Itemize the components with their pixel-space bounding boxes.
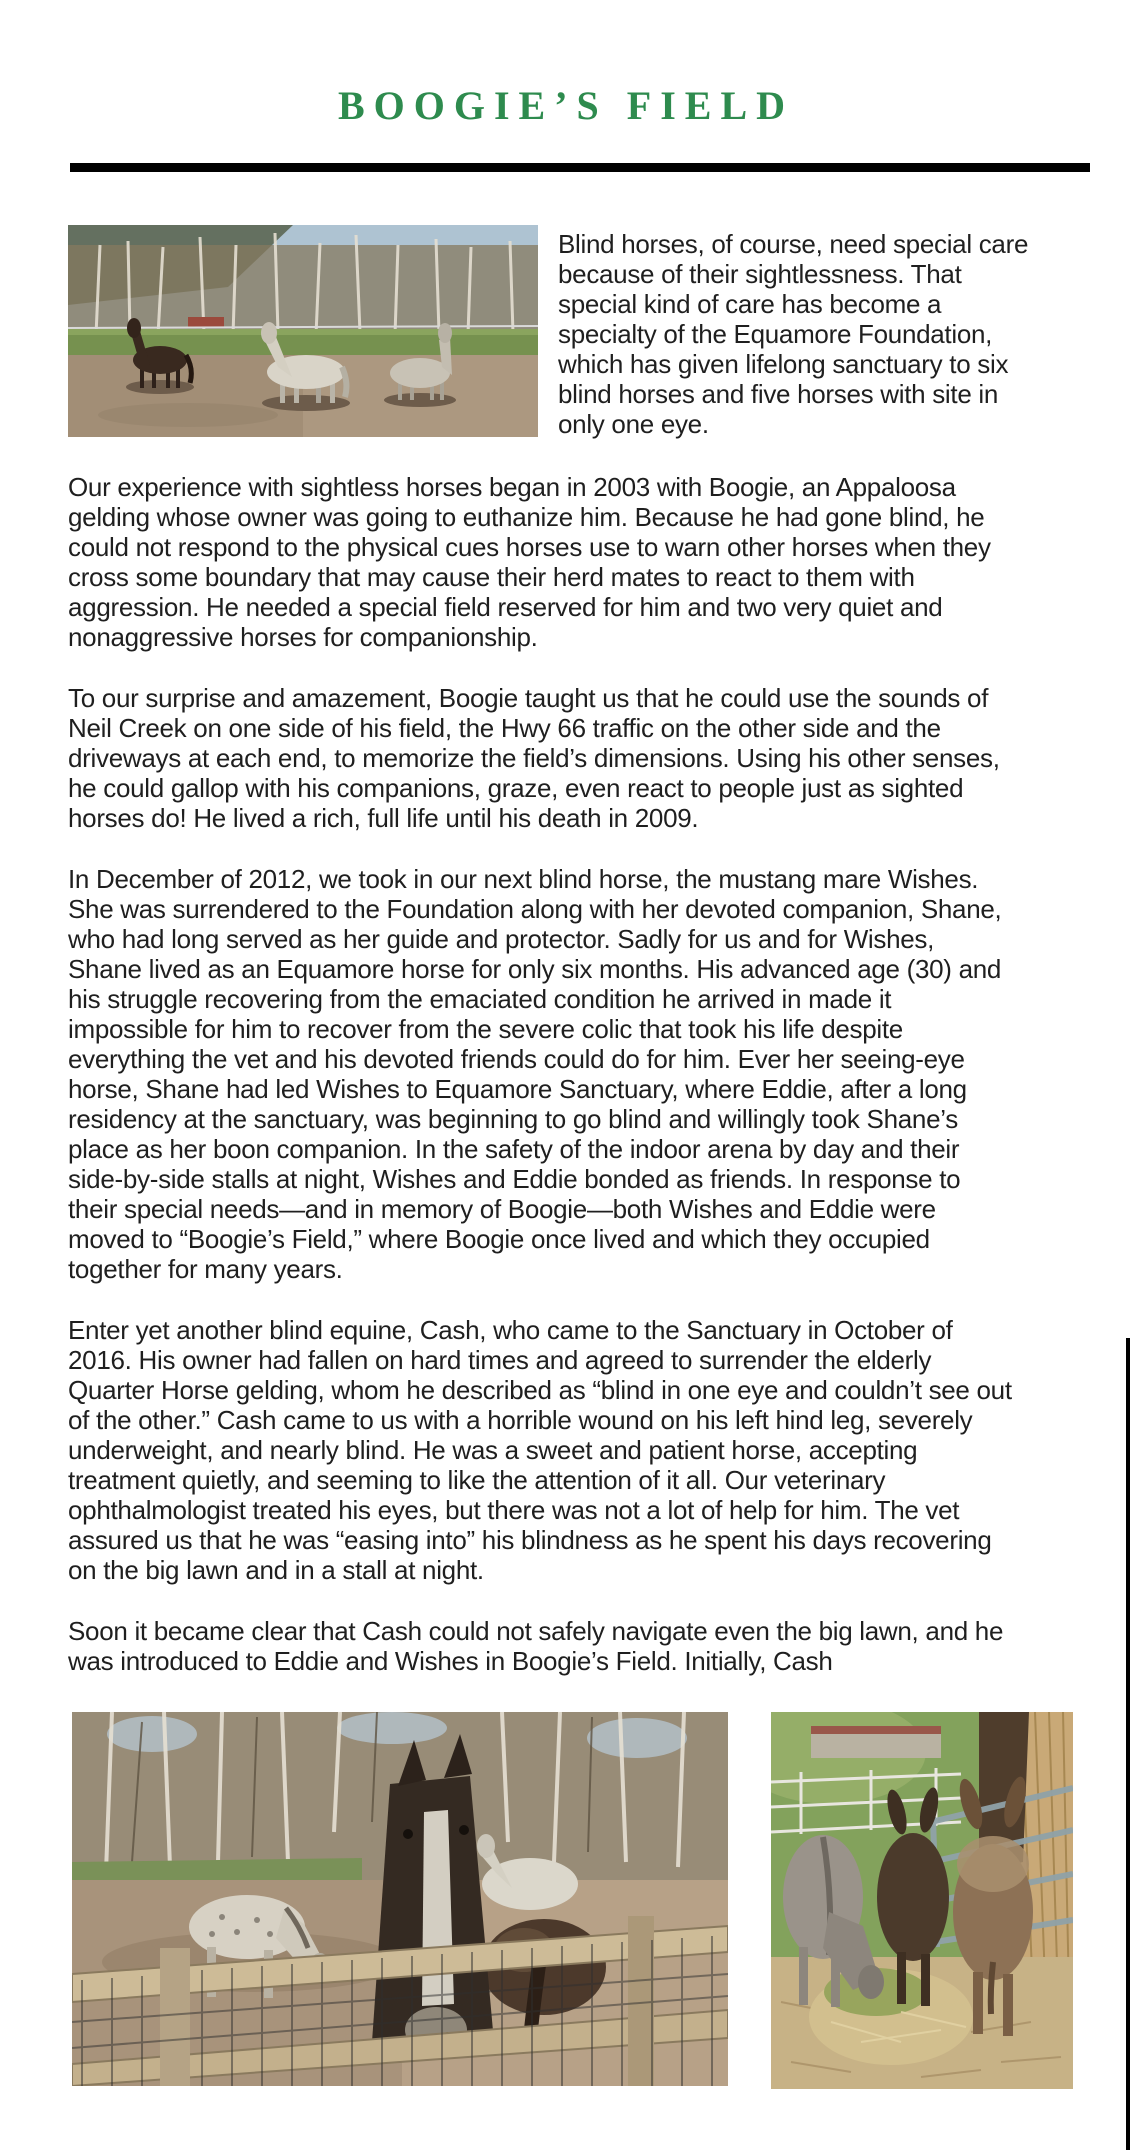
bottom-right-photo — [771, 1712, 1073, 2089]
body-paragraph-2: To our surprise and amazement, Boogie taught us that he could use the sounds of Neil Creek on one side of his field, the Hwy 66 traffic on the other side and the driveways at each end, to memorize the field’s dimensions. Using his other senses, he could gallop with his companions, graze, even react to people just as sighted horses do! He lived a rich, full life until his death in 2009. — [68, 683, 1000, 833]
red-roof — [188, 317, 224, 328]
body-paragraph-1: Our experience with sightless horses began in 2003 with Boogie, an Appaloosa gelding whose owner was going to euthanize him. Because he had gone blind, he could not respond to the physical cues horses use to warn other horses when they cross some boundary that may cause their herd mates to react to them with aggression. He needed a special field reserved for him and two very quiet and nonaggressive horses for companionship. — [68, 472, 991, 652]
page-title: BOOGIE’S FIELD — [337, 83, 795, 128]
title-rule — [70, 163, 1090, 172]
building-wall — [811, 1734, 941, 1758]
intro-text: Blind horses, of course, need special care because of their sightlessness. That special kind of care has become a specialty of the Equamore Foundation, which has given lifelong sanctuary to six blind horses and five horses with site in only one eye. — [558, 229, 1029, 439]
intro-section — [68, 225, 1068, 439]
body-paragraph-5: Soon it became clear that Cash could not safely navigate even the big lawn, and he was introduced to Eddie and Wishes in Boogie’s Field. Initially, Cash — [68, 1616, 1004, 1676]
bottom-left-photo — [72, 1712, 728, 2086]
red-roof — [811, 1726, 941, 1734]
article-body — [68, 472, 1013, 1707]
body-paragraph-4: Enter yet another blind equine, Cash, who came to the Sanctuary in October of 2016. His owner had fallen on hard times and agreed to surrender the elderly Quarter Horse gelding, whom he described as “blind in one eye and couldn’t see out of the other.” Cash came to us with a horrible wound on his left hind leg, severely underweight, and nearly blind. He was a sweet and patient horse, accepting treatment quietly, and seeming to like the attention of it all. Our veterinary ophthalmologist treated his eyes, but there was not a lot of help for him. The vet assured us that he was “easing into” his blindness as he spent his days recovering on the big lawn and in a stall at night. — [68, 1315, 1012, 1585]
body-paragraph-3: In December of 2012, we took in our next blind horse, the mustang mare Wishes. She was surrendered to the Foundation along with her devoted companion, Shane, who had long served as her guide and protector. Sadly for us and for Wishes, Shane lived as an Equamore horse for only six months. His advanced age (30) and his struggle recovering from the emaciated condition he arrived in made it impossible for him to recover from the severe colic that took his life despite everything the vet and his devoted friends could do for him. Ever her seeing-eye horse, Shane had led Wishes to Equamore Sanctuary, where Eddie, after a long residency at the sanctuary, was beginning to go blind and willingly took Shane’s place as her boon companion. In the safety of the indoor arena by day and their side-by-side stalls at night, Wishes and Eddie bonded as friends. In response to their special needs—and in memory of Boogie—both Wishes and Eddie were moved to “Boogie’s Field,” where Boogie once lived and which they occupied together for many years. — [68, 864, 1002, 1284]
dirt-shading — [98, 403, 278, 427]
top-photo — [68, 225, 538, 437]
scan-artifact-line — [1126, 1338, 1130, 2150]
